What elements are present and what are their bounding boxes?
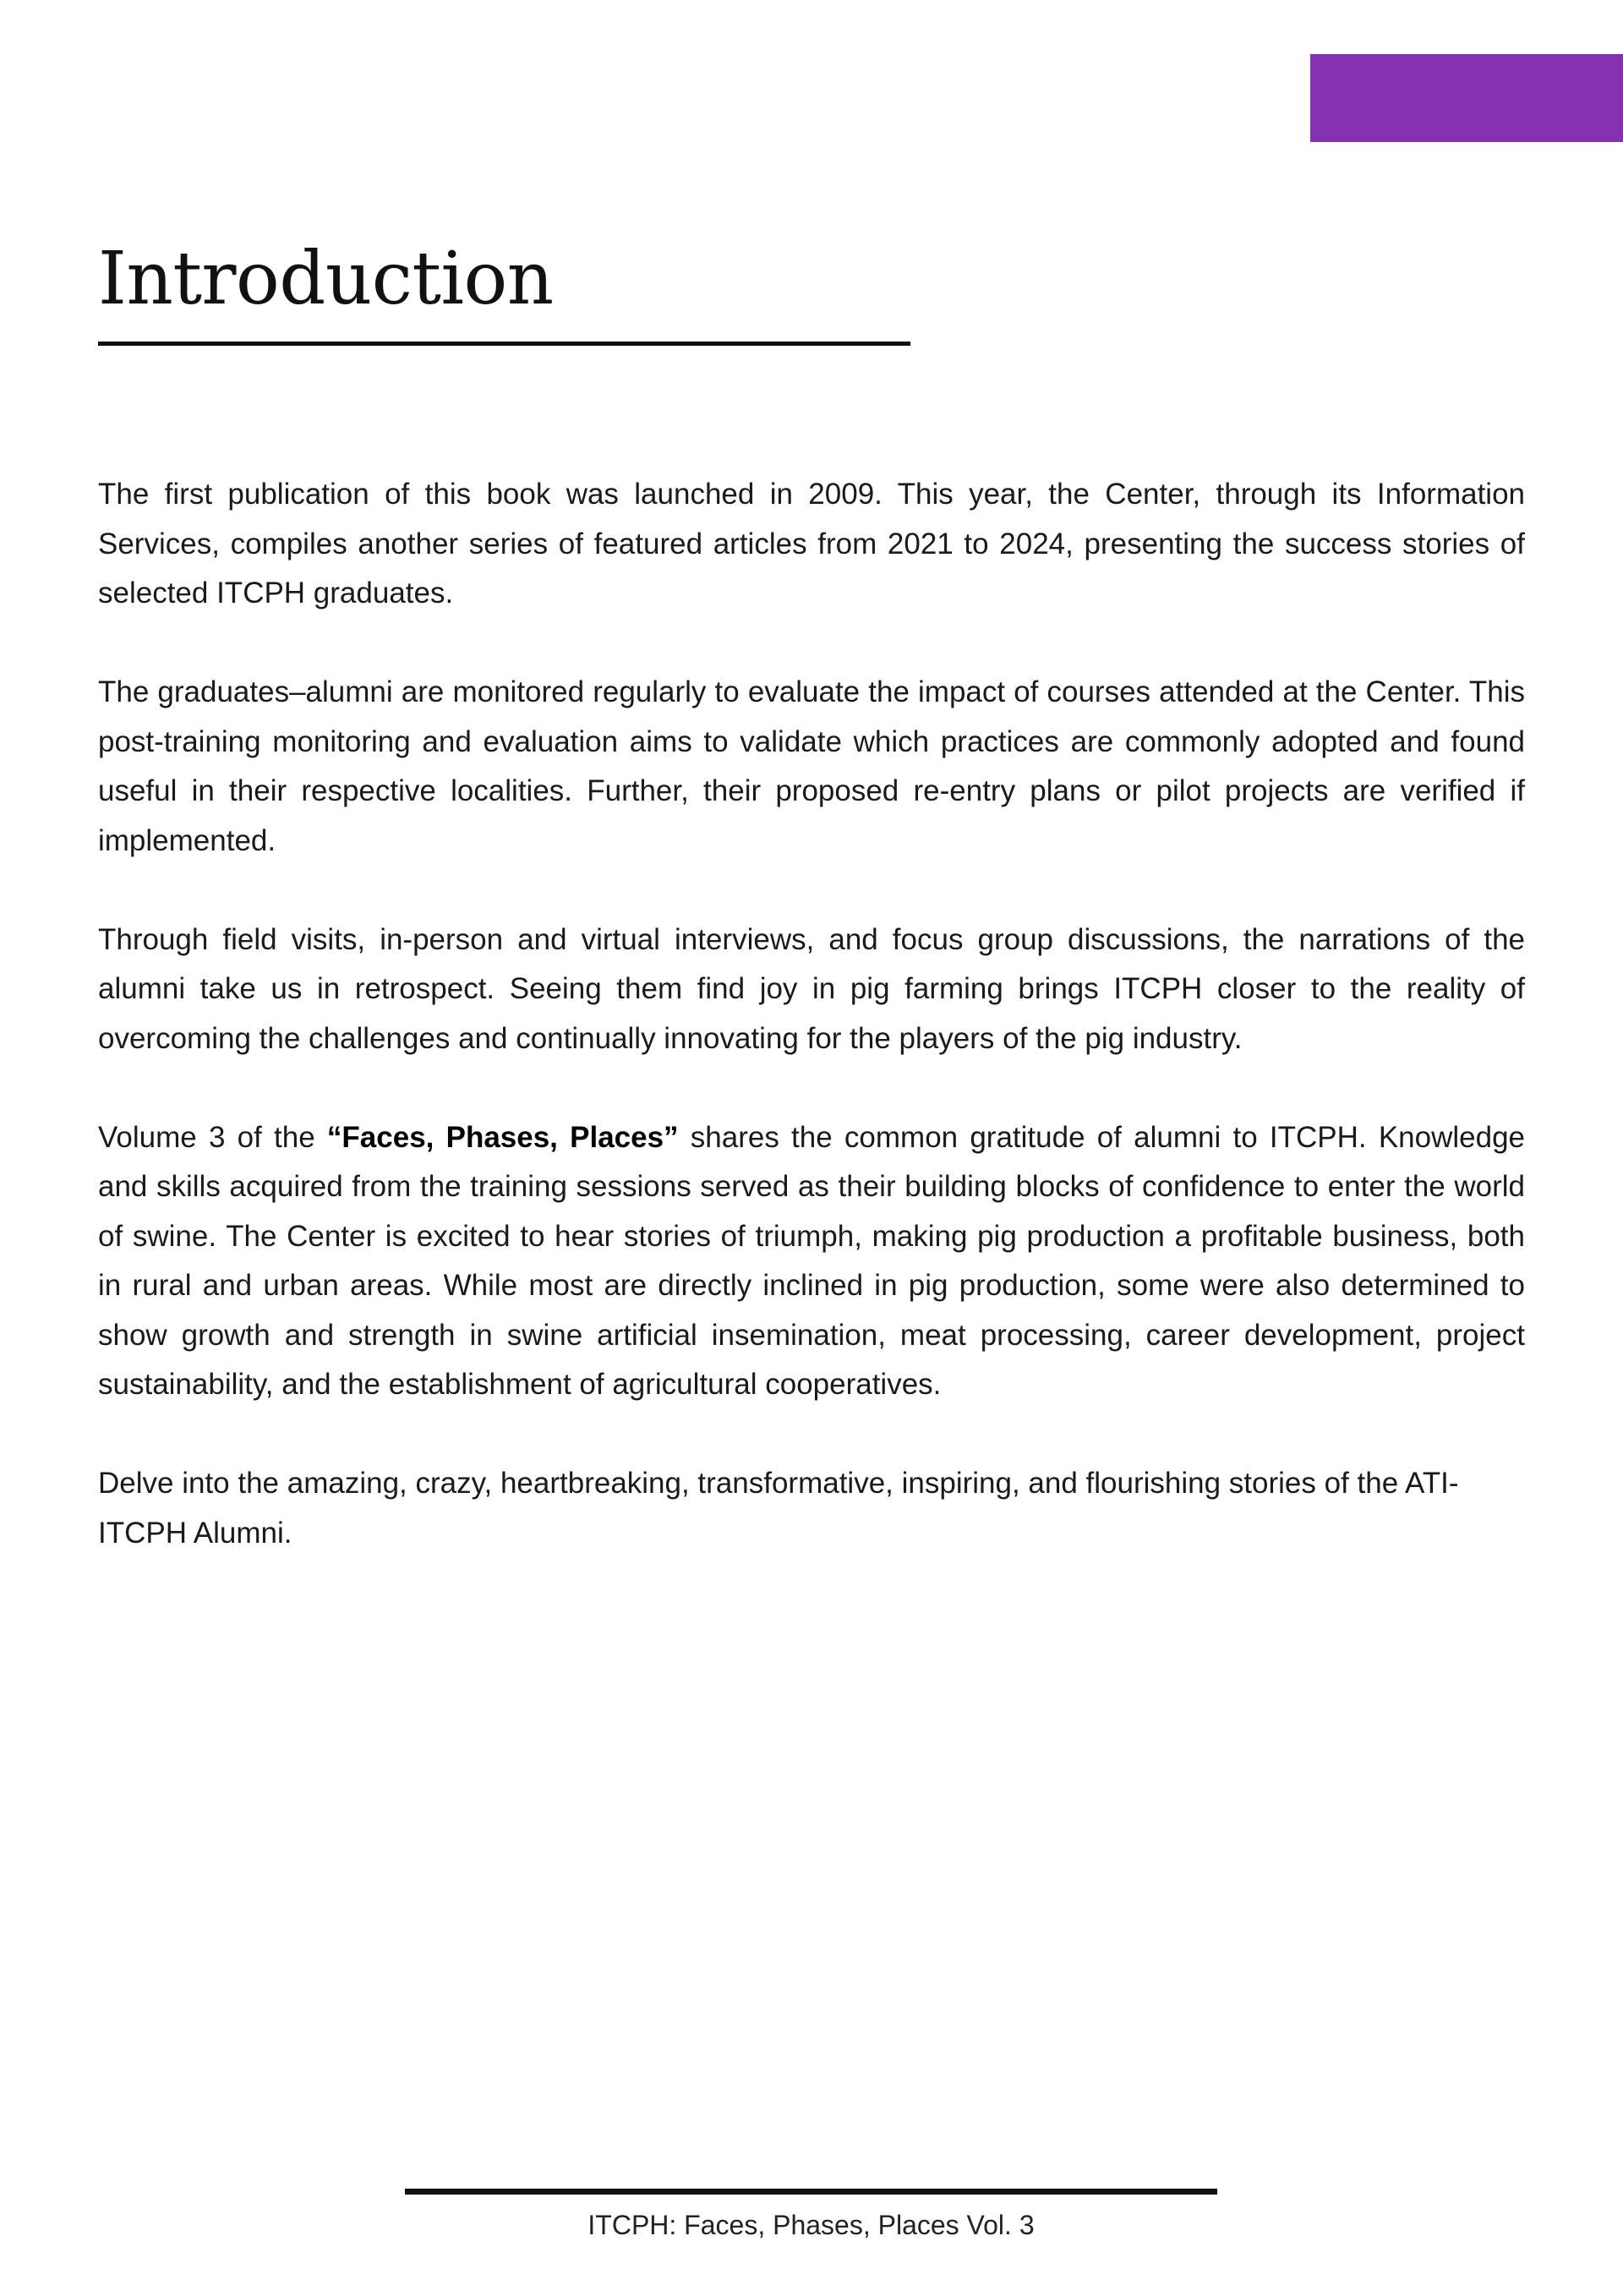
paragraph-monitoring: The graduates–alumni are monitored regularly to evaluate the impact of courses attended at the Center. This post-training monitoring and evaluation aims to validate which practices are commonly adopted and found useful in their respective localities. Further, their proposed re-entry plans or pilot projects are verified if implemented. (98, 675, 1525, 857)
corner-accent-tab (1310, 54, 1623, 142)
paragraph-closing: Delve into the amazing, crazy, heartbreaking, transformative, inspiring, and flourishing stories of the ATI-ITCPH Alumni. (98, 1467, 1459, 1550)
footer-rule (405, 2189, 1217, 2195)
footer-publication-title: ITCPH: Faces, Phases, Places Vol. 3 (587, 2210, 1035, 2240)
title-underline (98, 342, 910, 346)
introduction-body (98, 470, 1525, 1608)
paragraph-volume-3-rest: shares the common gratitude of alumni to ITCPH. Knowledge and skills acquired from the training sessions served as their building blocks of confidence to enter the world of swine. The Center is excited to hear stories of triumph, making pig production a profitable business, both in rural and urban areas. While most are directly inclined in pig production, some were also determined to show growth and strength in swine artificial insemination, meat processing, career development, project sustainability, and the establishment of agricultural cooperatives. (98, 1120, 1526, 1401)
paragraph-first-publication: The first publication of this book was launched in 2009. This year, the Center, through its Information Services, compiles another series of featured articles from 2021 to 2024, presenting the success stories of selected ITCPH graduates. (98, 478, 1525, 610)
paragraph-volume-3 (98, 1113, 1525, 1410)
paragraph-field-visits: Through field visits, in-person and virtual interviews, and focus group discussions, the narrations of the alumni take us in retrospect. Seeing them find joy in pig farming brings ITCPH closer to the reality of overcoming the challenges and continually innovating for the players of the pig industry. (98, 922, 1525, 1055)
book-title-emphasis: “Faces, Phases, Places” (326, 1120, 679, 1154)
paragraph-volume-3-lead: Volume 3 of the (98, 1120, 327, 1154)
page-title: Introduction (98, 237, 554, 321)
